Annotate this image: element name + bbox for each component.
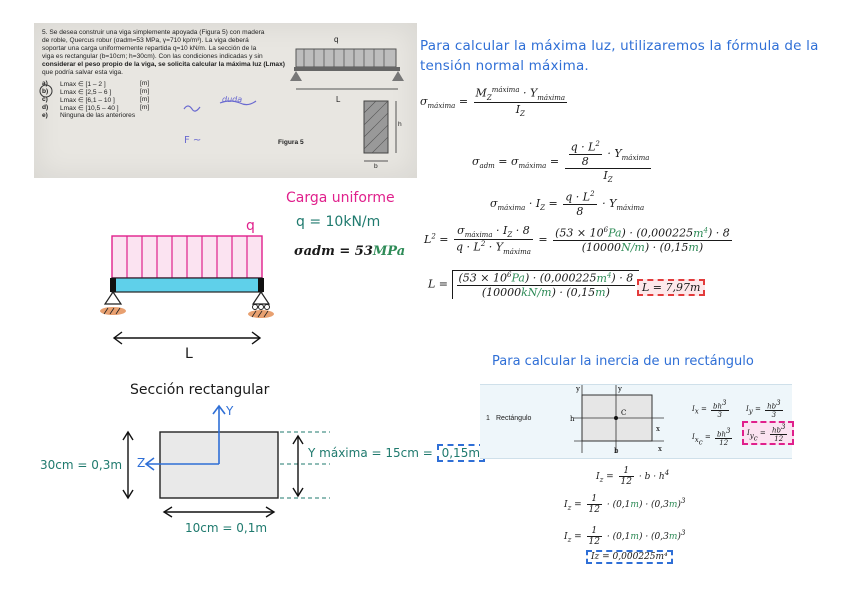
option-letter: a) bbox=[42, 80, 48, 87]
option-unit: [m] bbox=[140, 88, 150, 95]
statement-line: que podría salvar esta viga. bbox=[42, 69, 124, 76]
table-row-name: Rectángulo bbox=[496, 415, 532, 422]
rectangle-inertia-figure bbox=[564, 385, 682, 458]
svg-text:y: y bbox=[618, 385, 622, 393]
ymax-label bbox=[308, 446, 485, 460]
ymax-text: Y máxima = 15cm = bbox=[308, 446, 433, 460]
result-L-box: L = 7,97m bbox=[637, 279, 705, 296]
load-q-value: q = 10kN/m bbox=[296, 214, 381, 230]
height-label: 30cm = 0,3m bbox=[40, 458, 123, 472]
sigma-adm-value: σadm = 53 bbox=[294, 244, 373, 259]
width-label: 10cm = 0,1m bbox=[185, 521, 268, 535]
option-letter: d) bbox=[42, 104, 49, 111]
inertia-step2: $I_z$ = $\frac{1}{12}$ · $(0,1m) \cdot (0,3m)^3$ bbox=[564, 494, 686, 515]
table-row-number: 1 bbox=[486, 415, 490, 422]
figure-h-label: h bbox=[398, 121, 402, 128]
inertia-step3: $I_z$ = $\frac{1}{12}$ · $(0,1m) \cdot (0,3m)^3$ bbox=[564, 526, 686, 547]
section-title: Sección rectangular bbox=[130, 382, 270, 398]
svg-text:y: y bbox=[576, 385, 580, 393]
option-text: Lmax ∈ [2,5 – 6 ] bbox=[60, 89, 112, 96]
inertia-result-box: Iz = 0,000225m⁴ bbox=[586, 550, 673, 564]
option-letter: c) bbox=[42, 96, 48, 103]
inertia-step1: $I_z$ = $\frac{1}{12}$ · $b \cdot h^4$ bbox=[596, 466, 670, 487]
statement-line: de roble, Quercus robur (σadm=53 MPa, γ=710 kp/m³). La viga deberá bbox=[42, 37, 249, 44]
figure-q-label: q bbox=[334, 35, 339, 44]
intro-line: tensión normal máxima. bbox=[420, 58, 589, 74]
statement-line: considerar el peso propio de la viga, se solicita calcular la máxima luz (Lmax) bbox=[42, 61, 285, 68]
load-title: Carga uniforme bbox=[286, 190, 395, 206]
option-unit: [m] bbox=[140, 104, 150, 111]
formula-Ixc: $I_{x_c}$ = $\frac{bh^3}{12}$ bbox=[692, 427, 731, 448]
handwritten-note: duda bbox=[222, 95, 243, 104]
load-q-symbol: q bbox=[246, 218, 255, 234]
problem-statement-photo bbox=[34, 23, 417, 178]
formula-Iy: $I_y$ = $\frac{hb^3}{3}$ bbox=[746, 399, 781, 420]
equation-sigma-adm: $\sigma_{adm} = \sigma_{máxima}$ = $\frac{q \cdot L^2}{8}$ · $Y_{máxima}$ $I_Z$ bbox=[472, 140, 650, 184]
svg-text:h: h bbox=[570, 415, 575, 423]
figure-L-label: L bbox=[336, 95, 341, 104]
svg-text:x: x bbox=[658, 445, 662, 453]
sigma-adm-label bbox=[294, 244, 405, 259]
equation-L-squared: $L^2$ = $\frac{\sigma_{máxima} \cdot I_Z \cdot 8}{q \cdot L^2 \cdot Y_{máxima}}$ = $\frac{(53 \times 10^6Pa) \cdot (0,000225m^4) \cdot 8}{(10000N/m) \cdot (0,15m)}$ bbox=[424, 224, 730, 257]
option-letter: b) bbox=[42, 88, 49, 95]
svg-text:C: C bbox=[621, 409, 627, 417]
option-unit: [m] bbox=[140, 80, 150, 87]
handwritten-note: F ~ bbox=[184, 135, 202, 146]
option-letter: e) bbox=[42, 112, 48, 119]
figure-caption: Figura 5 bbox=[278, 139, 304, 146]
axis-z-label: Z bbox=[137, 456, 146, 470]
section-diagram bbox=[120, 400, 440, 530]
intro-line: Para calcular la máxima luz, utilizaremos la fórmula de la bbox=[420, 38, 819, 54]
inertia-formula-table bbox=[480, 384, 792, 459]
ymax-boxed-value: 0,15m bbox=[437, 444, 485, 462]
formula-Iyc-highlighted: $I_{y_c}$ = $\frac{hb^3}{12}$ bbox=[742, 421, 794, 445]
svg-text:x: x bbox=[656, 425, 660, 433]
statement-line: soportar una carga uniformemente repartida q=10 kN/m. La sección de la bbox=[42, 45, 257, 52]
option-text: Ninguna de las anteriores bbox=[60, 112, 136, 119]
formula-Ix: $I_x$ = $\frac{bh^3}{3}$ bbox=[692, 399, 727, 420]
equation-sigma-max: $\sigma_{máxima}$ = $\frac{M_Z^{máxima} \cdot Y_{máxima}}{I_Z}$ bbox=[420, 86, 566, 119]
option-text: Lmax ∈ [10,5 – 40 ] bbox=[60, 105, 119, 112]
inertia-title: Para calcular la inercia de un rectángulo bbox=[492, 354, 754, 369]
equation-rearranged: $\sigma_{máxima} \cdot I_Z$ = $\frac{q \cdot L^2}{8}$ · $Y_{máxima}$ bbox=[490, 190, 645, 218]
option-text: Lmax ∈ [1 – 2 ] bbox=[60, 81, 106, 88]
statement-line: 5. Se desea construir una viga simplemente apoyada (Figura 5) con madera bbox=[42, 29, 265, 36]
svg-text:b: b bbox=[614, 447, 619, 455]
axis-y-label: Y bbox=[226, 404, 234, 418]
statement-line: viga es rectangular (b=10cm; h=30cm). Con las condiciones indicadas y sin bbox=[42, 53, 263, 60]
figure5-diagram bbox=[284, 23, 417, 178]
option-text: Lmax ∈ [6,1 – 10 ] bbox=[60, 97, 115, 104]
intro-text bbox=[420, 36, 819, 76]
figure-b-label: b bbox=[374, 163, 378, 170]
sigma-adm-unit: MPa bbox=[372, 244, 406, 259]
equation-L-result: L = $\frac{(53 \times 10^6Pa) \cdot (0,000225m^4) \cdot 8}{(10000kN/m) \cdot (0,15m)}$ bbox=[428, 270, 639, 299]
option-unit: [m] bbox=[140, 96, 150, 103]
span-label: L bbox=[185, 346, 193, 362]
